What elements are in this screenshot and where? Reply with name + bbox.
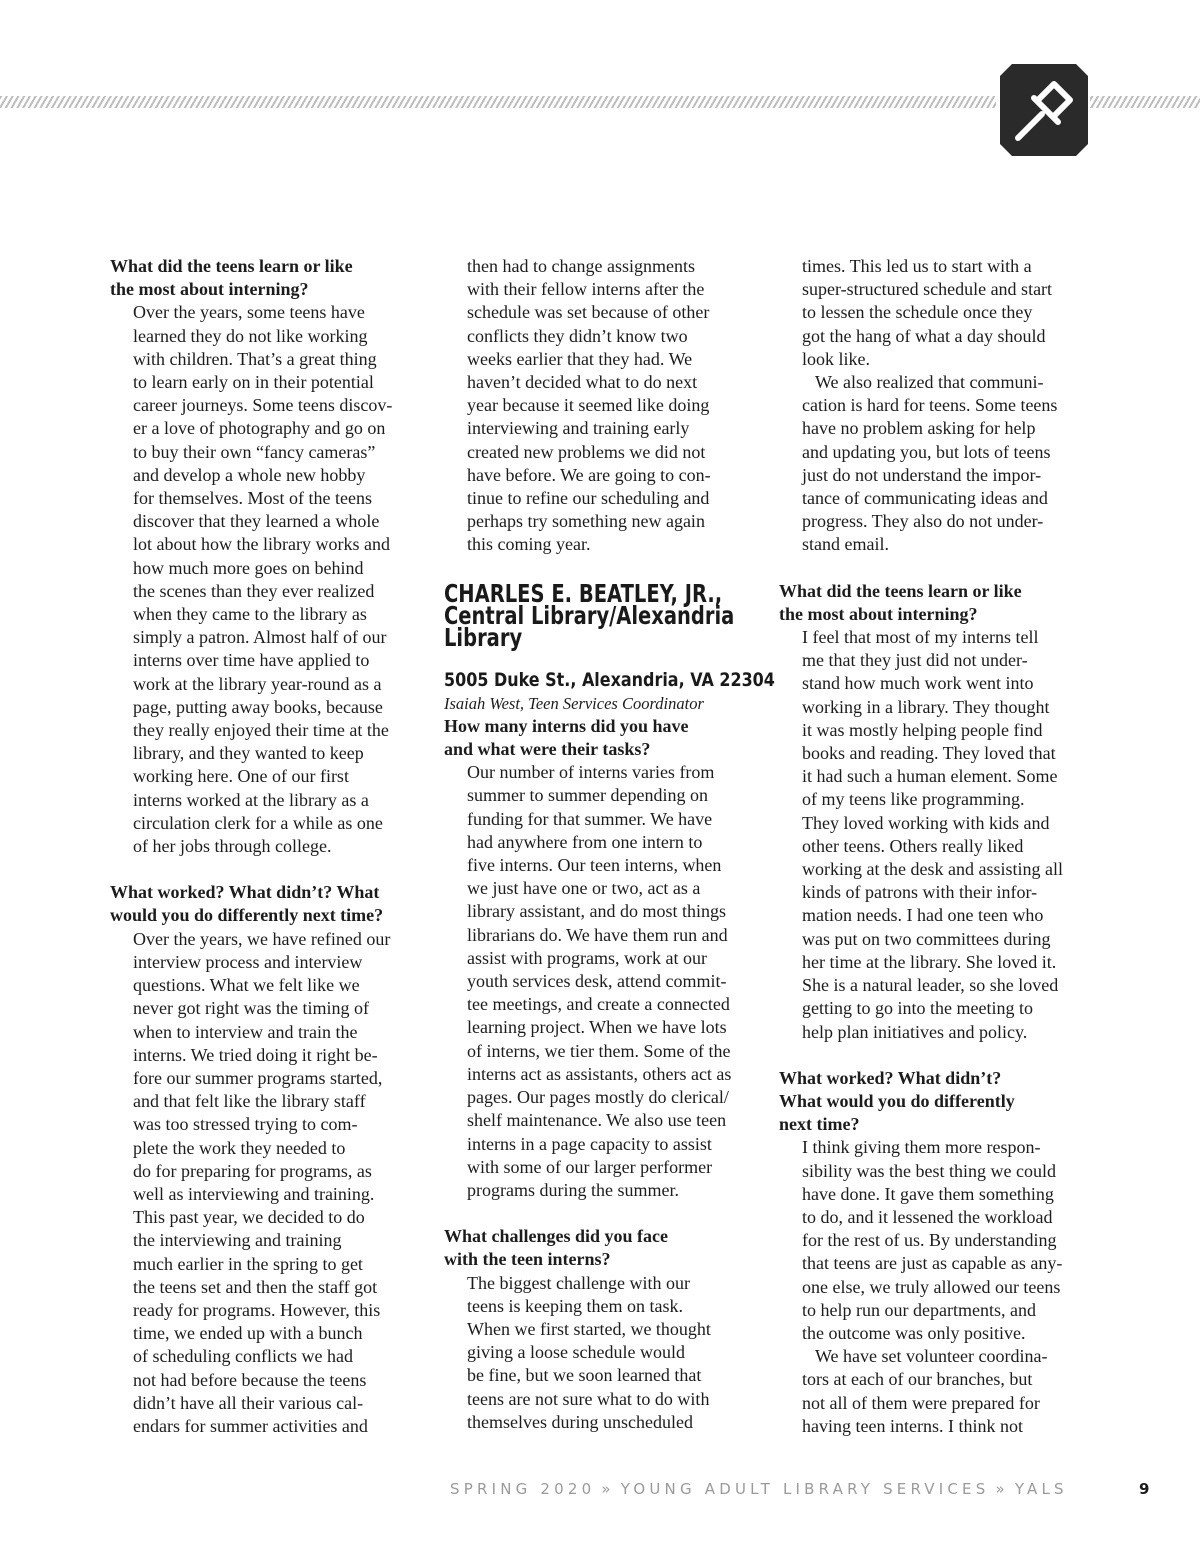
text-line: to learn early on in their potential	[133, 372, 374, 393]
text-line: to buy their own “fancy cameras”	[133, 441, 376, 462]
text-line: tance of communicating ideas and	[802, 488, 1048, 509]
text-line: was put on two committees during	[802, 928, 1051, 949]
text-line: just do not understand the impor-	[802, 464, 1042, 485]
text-line: cation is hard for teens. Some teens	[802, 395, 1058, 416]
text-line: When we first started, we thought	[467, 1318, 711, 1339]
spacer	[444, 557, 764, 579]
answer-paragraph	[779, 1136, 1094, 1438]
spacer	[110, 858, 425, 881]
text-line: learned they do not like working	[133, 325, 368, 346]
question-line: next time?	[779, 1114, 860, 1135]
question-line: the most about interning?	[110, 279, 309, 300]
text-line: didn’t have all their various cal-	[133, 1392, 364, 1413]
text-line: well as interviewing and training.	[133, 1183, 375, 1204]
text-line: created new problems we did not	[467, 441, 706, 462]
text-line: do for preparing for programs, as	[133, 1160, 372, 1181]
running-footer	[450, 1480, 1068, 1498]
question-line: and what were their tasks?	[444, 739, 651, 760]
question-line: What worked? What didn’t? What	[110, 882, 380, 903]
text-line: super-structured schedule and start	[802, 279, 1053, 300]
text-line: how much more goes on behind	[133, 557, 364, 578]
spacer	[779, 1044, 1094, 1067]
text-line: having teen interns. I think not	[802, 1415, 1023, 1436]
text-line: year because it seemed like doing	[467, 395, 710, 416]
question-heading	[779, 580, 1094, 626]
text-line: page, putting away books, because	[133, 696, 383, 717]
text-line: conflicts they didn’t know two	[467, 325, 688, 346]
text-line: questions. What we felt like we	[133, 975, 360, 996]
text-line: with their fellow interns after the	[467, 279, 705, 300]
text-line: er a love of photography and go on	[133, 418, 386, 439]
text-line: for themselves. Most of the teens	[133, 488, 372, 509]
text-line: interns worked at the library as a	[133, 789, 369, 810]
answer-paragraph	[444, 761, 764, 1202]
text-line: be fine, but we soon learned that	[467, 1365, 702, 1386]
text-line: to lessen the schedule once they	[802, 302, 1033, 323]
text-line: Our number of interns varies from	[467, 762, 715, 783]
text-line: We have set volunteer coordina-	[815, 1346, 1048, 1367]
question-heading	[444, 715, 764, 761]
text-line: shelf maintenance. We also use teen	[467, 1110, 727, 1131]
spacer	[444, 1202, 764, 1225]
text-line: it had such a human element. Some	[802, 766, 1058, 787]
text-line: other teens. Others really liked	[802, 835, 1024, 856]
spacer	[444, 649, 764, 669]
text-line: times. This led us to start with a	[802, 256, 1032, 276]
text-line: interns. We tried doing it right be-	[133, 1044, 378, 1065]
text-line: lot about how the library works and	[133, 534, 390, 555]
text-line: help plan initiatives and policy.	[802, 1021, 1028, 1042]
text-line: simply a patron. Almost half of our	[133, 627, 387, 648]
text-line: that teens are just as capable as any-	[802, 1253, 1063, 1274]
text-line: summer to summer depending on	[467, 785, 708, 806]
text-line: Library	[444, 622, 523, 652]
text-line: work at the library year-round as a	[133, 673, 382, 694]
spacer	[779, 557, 1094, 580]
text-line: I think giving them more respon-	[802, 1137, 1041, 1158]
question-line: How many interns did you have	[444, 715, 689, 736]
text-line: it was mostly helping people find	[802, 719, 1043, 740]
question-heading	[110, 255, 425, 301]
text-line: circulation clerk for a while as one	[133, 812, 383, 833]
text-line: They loved working with kids and	[802, 812, 1050, 833]
answer-paragraph	[779, 255, 1094, 557]
text-line: giving a loose schedule would	[467, 1342, 685, 1363]
text-line: when to interview and train the	[133, 1021, 358, 1042]
text-line: getting to go into the meeting to	[802, 998, 1033, 1019]
question-line: What did the teens learn or like	[779, 580, 1022, 601]
text-line: tinue to refine our scheduling and	[467, 488, 710, 509]
text-line: The biggest challenge with our	[467, 1272, 690, 1293]
text-line: Over the years, we have refined our	[133, 928, 391, 949]
footer-separator: »	[995, 1480, 1009, 1498]
text-line: the teens set and then the staff got	[133, 1276, 378, 1297]
text-line: to help run our departments, and	[802, 1299, 1036, 1320]
text-line: Over the years, some teens have	[133, 302, 365, 323]
text-line: working at the desk and assisting all	[802, 859, 1063, 880]
text-line: teens are not sure what to do with	[467, 1388, 710, 1409]
text-line: interviewing and training early	[467, 418, 690, 439]
pushpin-icon	[1000, 64, 1088, 156]
text-line: of scheduling conflicts we had	[133, 1346, 353, 1367]
question-line: What would you do differently	[779, 1090, 1015, 1111]
question-line: What did the teens learn or like	[110, 256, 353, 276]
text-line: interview process and interview	[133, 951, 363, 972]
text-line: they really enjoyed their time at the	[133, 720, 389, 741]
text-line: CHARLES E. BEATLEY, JR.,	[444, 578, 723, 608]
question-line: What challenges did you face	[444, 1226, 669, 1247]
text-line: not all of them were prepared for	[802, 1392, 1040, 1413]
column-2	[444, 255, 775, 1434]
question-line: with the teen interns?	[444, 1249, 611, 1270]
text-line: This past year, we decided to do	[133, 1207, 365, 1228]
text-line: books and reading. They loved that	[802, 743, 1056, 764]
text-line: and updating you, but lots of teens	[802, 441, 1051, 462]
answer-paragraph	[444, 255, 764, 557]
text-line: the interviewing and training	[133, 1230, 342, 1251]
text-line: library assistant, and do most things	[467, 901, 726, 922]
page-number: 9	[1139, 1480, 1150, 1498]
text-line: tors at each of our branches, but	[802, 1369, 1033, 1390]
footer-separator: »	[601, 1480, 615, 1498]
text-line: learning project. When we have lots	[467, 1017, 727, 1038]
question-line: the most about interning?	[779, 603, 978, 624]
text-line: five interns. Our teen interns, when	[467, 855, 722, 876]
text-line: youth services desk, attend commit-	[467, 971, 727, 992]
text-line: perhaps try something new again	[467, 511, 705, 532]
column-1	[110, 255, 425, 1438]
text-line: sibility was the best thing we could	[802, 1160, 1056, 1181]
text-line: the outcome was only positive.	[802, 1322, 1026, 1343]
question-heading	[444, 1225, 764, 1271]
library-address: 5005 Duke St., Alexandria, VA 22304	[444, 668, 775, 691]
question-heading	[779, 1067, 1094, 1137]
text-line: I feel that most of my interns tell	[802, 627, 1039, 648]
text-line: Central Library/Alexandria	[444, 600, 735, 630]
text-line: pages. Our pages mostly do clerical/	[467, 1087, 729, 1108]
text-line: of her jobs through college.	[133, 836, 332, 857]
text-line: of my teens like programming.	[802, 789, 1025, 810]
text-line: themselves during unscheduled	[467, 1411, 693, 1432]
text-line: got the hang of what a day should	[802, 325, 1046, 346]
question-line: What worked? What didn’t?	[779, 1067, 1002, 1088]
text-line: librarians do. We have them run and	[467, 924, 728, 945]
text-line: interns over time have applied to	[133, 650, 370, 671]
text-line: endars for summer activities and	[133, 1415, 368, 1436]
text-line: when they came to the library as	[133, 604, 367, 625]
text-line: this coming year.	[467, 534, 591, 555]
text-line: to do, and it lessened the workload	[802, 1206, 1053, 1227]
text-line: of interns, we tier them. Some of the	[467, 1040, 731, 1061]
text-line: with children. That’s a great thing	[133, 348, 377, 369]
column-3	[779, 255, 1094, 1438]
text-line: was too stressed trying to com-	[133, 1114, 358, 1135]
answer-paragraph	[779, 626, 1094, 1044]
text-line: career journeys. Some teens discov-	[133, 395, 393, 416]
text-line: have no problem asking for help	[802, 418, 1036, 439]
text-line: had anywhere from one intern to	[467, 831, 703, 852]
text-line: progress. They also do not under-	[802, 511, 1044, 532]
text-line: look like.	[802, 348, 870, 369]
text-line: never got right was the timing of	[133, 998, 369, 1019]
text-line: discover that they learned a whole	[133, 511, 380, 532]
text-line: me that they just did not under-	[802, 650, 1028, 671]
footer-short-title: YALS	[1014, 1480, 1068, 1498]
text-line: and develop a whole new hobby	[133, 464, 366, 485]
question-line: would you do differently next time?	[110, 905, 384, 926]
text-line: the scenes than they ever realized	[133, 580, 375, 601]
header-badge	[996, 64, 1090, 158]
text-line: stand how much work went into	[802, 673, 1034, 694]
text-line: her time at the library. She loved it.	[802, 951, 1057, 972]
text-line: She is a natural leader, so she loved	[802, 975, 1059, 996]
text-line: ready for programs. However, this	[133, 1299, 381, 1320]
text-line: one else, we truly allowed our teens	[802, 1276, 1061, 1297]
text-line: library, and they wanted to keep	[133, 743, 364, 764]
text-line: with some of our larger performer	[467, 1156, 713, 1177]
text-line: tee meetings, and create a connected	[467, 994, 730, 1015]
text-line: we just have one or two, act as a	[467, 878, 701, 899]
text-line: have done. It gave them something	[802, 1183, 1054, 1204]
text-line: We also realized that communi-	[815, 372, 1044, 393]
text-line: for the rest of us. By understanding	[802, 1230, 1057, 1251]
text-line: time, we ended up with a bunch	[133, 1323, 363, 1344]
text-line: and that felt like the library staff	[133, 1091, 366, 1112]
text-line: kinds of patrons with their infor-	[802, 882, 1038, 903]
text-line: mation needs. I had one teen who	[802, 905, 1044, 926]
text-line: working here. One of our first	[133, 766, 349, 787]
text-line: haven’t decided what to do next	[467, 372, 698, 393]
answer-paragraph	[110, 301, 425, 858]
byline: Isaiah West, Teen Services Coordinator	[444, 693, 704, 713]
question-heading	[110, 881, 425, 927]
text-line: have before. We are going to con-	[467, 464, 711, 485]
footer-issue: SPRING 2020	[450, 1480, 596, 1498]
answer-paragraph	[110, 928, 425, 1438]
text-line: funding for that summer. We have	[467, 808, 713, 829]
footer-journal: YOUNG ADULT LIBRARY SERVICES	[620, 1480, 990, 1498]
text-line: weeks earlier that they had. We	[467, 348, 693, 369]
text-line: then had to change assignments	[467, 256, 695, 276]
text-line: not had before because the teens	[133, 1369, 367, 1390]
text-line: stand email.	[802, 534, 889, 555]
text-line: working in a library. They thought	[802, 696, 1050, 717]
text-line: plete the work they needed to	[133, 1137, 346, 1158]
text-line: much earlier in the spring to get	[133, 1253, 363, 1274]
text-line: teens is keeping them on task.	[467, 1295, 683, 1316]
text-line: fore our summer programs started,	[133, 1067, 383, 1088]
library-heading	[444, 578, 764, 652]
text-line: interns act as assistants, others act as	[467, 1063, 732, 1084]
text-line: assist with programs, work at our	[467, 947, 707, 968]
answer-paragraph	[444, 1272, 764, 1434]
text-line: interns in a page capacity to assist	[467, 1133, 712, 1154]
text-line: programs during the summer.	[467, 1179, 679, 1200]
text-line: schedule was set because of other	[467, 302, 710, 323]
